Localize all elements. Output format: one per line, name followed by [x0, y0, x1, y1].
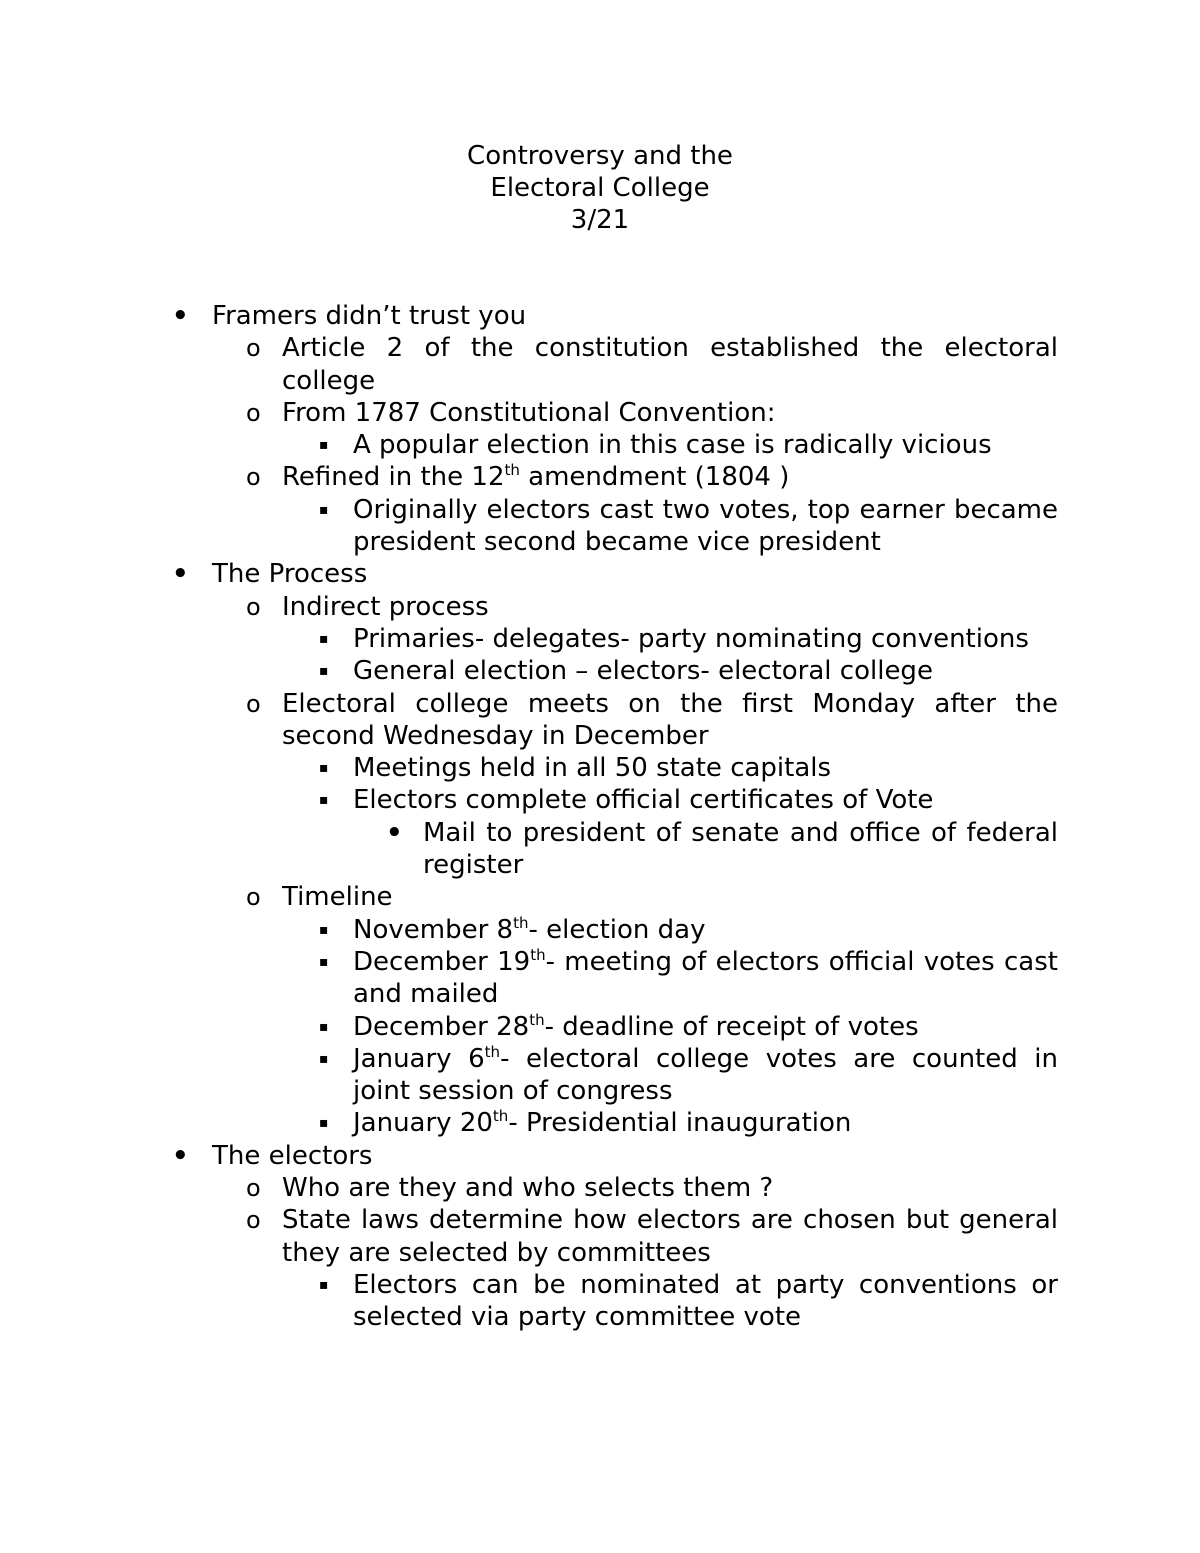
outline-item-electors [0, 1140, 1058, 1172]
bullet-dot-icon: • [172, 559, 189, 590]
ordinal-suffix: th [530, 945, 546, 964]
item-text: A popular election in this case is radically vicious [353, 430, 992, 461]
text-part: January 6 [353, 1043, 485, 1074]
item-text: Who are they and who selects them ? [282, 1173, 774, 1204]
outline-item-mail [0, 817, 1058, 882]
text-part: Refined in the 12 [282, 462, 505, 493]
bullet-circle-icon: o [246, 463, 261, 492]
ordinal-suffix: th [504, 461, 520, 480]
item-text: Primaries- delegates- party nominating conventions [353, 623, 1029, 654]
item-text: Electors complete official certificates of Vote [353, 785, 934, 816]
outline-item-state-laws [0, 1204, 1058, 1269]
bullet-dot-icon: • [172, 1140, 189, 1171]
bullet-dot-icon: • [172, 301, 189, 331]
item-text: The electors [212, 1140, 373, 1171]
bullet-square-icon: ▪ [319, 1115, 329, 1132]
outline-item-timeline [0, 881, 1058, 913]
item-text: Mail to president of senate and office of federal register [423, 817, 1058, 881]
outline-item-refined [0, 461, 1058, 493]
text-part: amendment (1804 ) [519, 462, 790, 493]
title-date: 3/21 [570, 205, 630, 235]
bullet-circle-icon: o [246, 334, 261, 363]
title-line-1: Controversy and the [467, 141, 733, 171]
text-part: November 8 [353, 914, 514, 945]
text-part: - election day [528, 914, 706, 945]
item-text: Timeline [282, 882, 393, 913]
outline [0, 300, 1200, 1334]
text-part: - Presidential inauguration [508, 1108, 852, 1139]
outline-item-meetings [0, 752, 1058, 784]
ordinal-suffix: th [513, 913, 529, 932]
bullet-square-icon: ▪ [319, 1018, 329, 1035]
item-text: Indirect process [282, 591, 489, 622]
bullet-circle-icon: o [246, 689, 261, 718]
outline-item-convention-quote [0, 429, 1058, 461]
outline-item-primaries [0, 623, 1058, 655]
text-part: December 28 [353, 1011, 530, 1042]
item-text [353, 914, 1058, 946]
bullet-square-icon: ▪ [319, 501, 329, 518]
bullet-dot-icon: • [386, 817, 403, 848]
outline-item-framers [0, 300, 1058, 332]
title-line-2: Electoral College [490, 173, 710, 203]
bullet-square-icon: ▪ [319, 921, 329, 938]
item-text: General election – electors- electoral college [353, 656, 933, 687]
outline-item-process [0, 558, 1058, 590]
bullet-square-icon: ▪ [319, 1050, 329, 1067]
bullet-circle-icon: o [246, 1206, 261, 1235]
item-text [353, 946, 1058, 1011]
outline-item-indirect [0, 591, 1058, 623]
timeline-item-january-20 [0, 1107, 1058, 1139]
item-text: The Process [212, 559, 368, 590]
item-text: Meetings held in all 50 state capitals [353, 753, 832, 784]
text-part: January 20 [353, 1108, 493, 1139]
timeline-item-december-19 [0, 946, 1058, 1011]
bullet-square-icon: ▪ [319, 437, 329, 454]
timeline-item-november [0, 914, 1058, 946]
item-text [353, 1043, 1058, 1108]
item-text: Originally electors cast two votes, top earner became president second became vice president [353, 494, 1058, 558]
item-text: Electoral college meets on the first Monday after the second Wednesday in December [282, 688, 1058, 751]
item-text: From 1787 Constitutional Convention: [282, 397, 776, 428]
ordinal-suffix: th [492, 1107, 509, 1126]
outline-item-originally [0, 494, 1058, 559]
bullet-square-icon: ▪ [319, 792, 329, 809]
outline-item-general-election [0, 655, 1058, 687]
document-title [0, 140, 1200, 236]
outline-item-article2 [0, 332, 1058, 397]
bullet-circle-icon: o [246, 398, 261, 427]
timeline-item-december-28 [0, 1011, 1058, 1043]
bullet-square-icon: ▪ [319, 760, 329, 777]
text-part: December 19 [353, 946, 531, 977]
bullet-square-icon: ▪ [319, 953, 329, 970]
bullet-square-icon: ▪ [319, 1276, 329, 1293]
item-text [353, 1107, 1058, 1139]
outline-item-nominated [0, 1269, 1058, 1334]
ordinal-suffix: th [484, 1042, 501, 1061]
item-text [353, 1011, 1058, 1043]
bullet-square-icon: ▪ [319, 630, 329, 647]
outline-item-who [0, 1172, 1058, 1204]
item-text [282, 461, 1058, 493]
bullet-circle-icon: o [246, 883, 261, 912]
text-part: - deadline of receipt of votes [544, 1011, 919, 1042]
ordinal-suffix: th [529, 1010, 545, 1029]
bullet-square-icon: ▪ [319, 663, 329, 680]
outline-item-certificates [0, 784, 1058, 816]
bullet-circle-icon: o [246, 592, 261, 621]
text-part: - electoral college votes are counted in joint session of congress [353, 1043, 1058, 1107]
bullet-circle-icon: o [246, 1174, 261, 1203]
item-text: Article 2 of the constitution established the electoral college [282, 333, 1058, 396]
item-text: Framers didn’t trust you [212, 301, 527, 331]
text-part: - meeting of electors official votes cast and mailed [353, 946, 1058, 1010]
outline-item-college-meets [0, 688, 1058, 753]
timeline-item-january-6 [0, 1043, 1058, 1108]
item-text: Electors can be nominated at party conventions or selected via party committee vote [353, 1269, 1058, 1333]
item-text: State laws determine how electors are chosen but general they are selected by committees [282, 1205, 1058, 1268]
outline-item-convention [0, 397, 1058, 429]
